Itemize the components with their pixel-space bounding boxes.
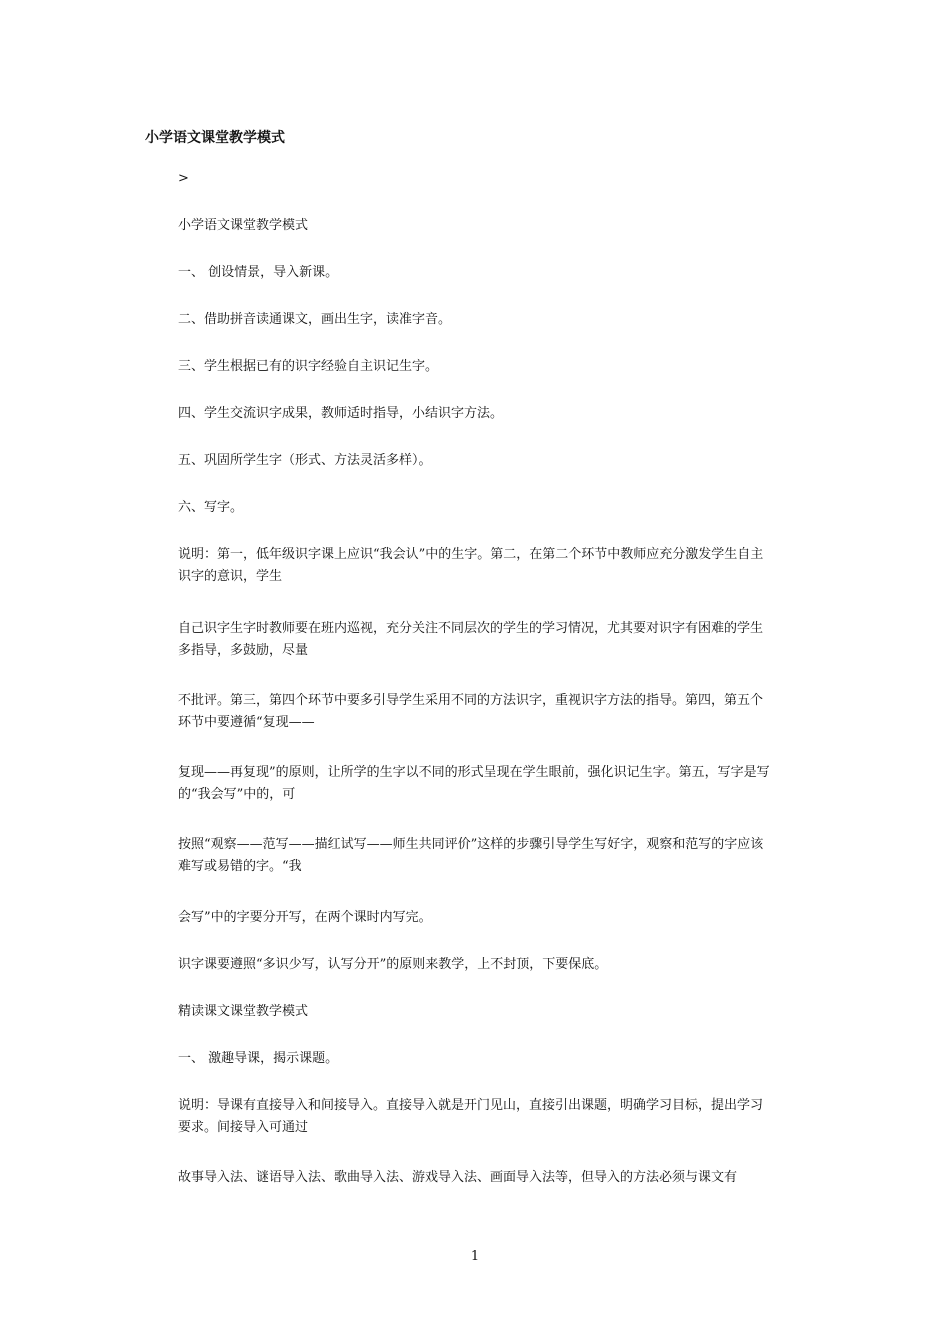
paragraph-step-1-reading: 一、 激趣导课，揭示课题。 [178,1051,339,1066]
paragraph-step-3: 三、学生根据已有的识字经验自主识记生字。 [178,359,439,374]
paragraph-step-1: 一、 创设情景，导入新课。 [178,265,339,280]
paragraph-note-8: 故事导入法、谜语导入法、歌曲导入法、游戏导入法、画面导入法等，但导入的方法必须与课文有 [178,1170,738,1185]
paragraph-section-heading: 小学语文课堂教学模式 [178,218,309,233]
paragraph-section-heading-2: 精读课文课堂教学模式 [178,1004,309,1019]
paragraph-note-3: 不批评。第三，第四个环节中要多引导学生采用不同的方法识字，重视识字方法的指导。第四，第五个环节中要遵循“复现—— [178,693,764,730]
paragraph-note-4: 复现——再复现”的原则，让所学的生字以不同的形式呈现在学生眼前，强化识记生字。第五，写字是写的“我会写”中的，可 [178,765,770,802]
paragraph-note-2: 自己识字生字时教师要在班内巡视，充分关注不同层次的学生的学习情况，尤其要对识字有困难的学生多指导，多鼓励，尽量 [178,621,764,658]
page-number: 1 [470,1249,480,1264]
paragraph-note-6: 会写”中的字要分开写，在两个课时内写完。 [178,910,432,925]
paragraph-principle: 识字课要遵照“多识少写，认写分开”的原则来教学，上不封顶，下要保底。 [178,957,608,972]
paragraph-marker: > [178,171,189,186]
paragraph-step-5: 五、巩固所学生字（形式、方法灵活多样）。 [178,453,432,468]
document-title: 小学语文课堂教学模式 [145,130,285,146]
paragraph-step-6: 六、写字。 [178,500,244,515]
paragraph-note-1: 说明：第一，低年级识字课上应识“我会认”中的生字。第二，在第二个环节中教师应充分激发学生自主识字的意识，学生 [178,547,764,584]
paragraph-step-4: 四、学生交流识字成果，教师适时指导，小结识字方法。 [178,406,504,421]
paragraph-step-2: 二、借助拼音读通课文，画出生字，读准字音。 [178,312,452,327]
paragraph-note-7: 说明：导课有直接导入和间接导入。直接导入就是开门见山，直接引出课题，明确学习目标，提出学习要求。间接导入可通过 [178,1098,764,1135]
paragraph-note-5: 按照“观察——范写——描红试写——师生共同评价”这样的步骤引导学生写好字，观察和范写的字应该难写或易错的字。“我 [178,837,764,874]
